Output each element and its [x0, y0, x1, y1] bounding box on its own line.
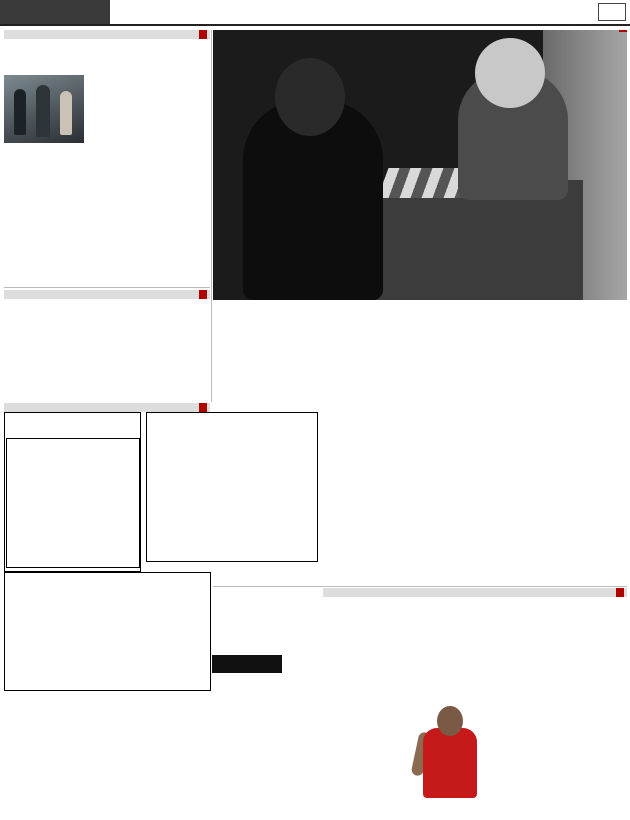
sudoku-title — [5, 415, 140, 437]
crossword-title — [212, 655, 282, 673]
player-head — [437, 706, 463, 736]
face-kicker — [323, 588, 627, 597]
story-divider — [4, 287, 210, 288]
crossword-grid — [4, 572, 211, 691]
story-ezatolahi — [323, 588, 627, 818]
news-kicker — [4, 290, 210, 299]
face-label — [616, 588, 624, 597]
person-figure — [36, 85, 50, 137]
history-label — [619, 30, 627, 32]
column-divider — [211, 30, 212, 402]
masthead — [0, 0, 630, 26]
person-figure — [60, 91, 72, 135]
section-banner — [0, 0, 110, 24]
report-kicker — [4, 30, 210, 39]
person-figure — [14, 89, 26, 135]
djokovic-photo — [4, 75, 84, 143]
story-djokovic — [4, 30, 210, 285]
story-afc-draw — [4, 290, 210, 402]
chess-match-photo — [213, 30, 627, 300]
horizontal-clues-text — [108, 692, 210, 810]
news-label — [199, 290, 207, 299]
sudoku-solution-grid — [146, 412, 318, 562]
story-divider — [213, 586, 627, 587]
player-jersey — [423, 728, 477, 798]
player-left-head — [275, 58, 345, 136]
horizontal-clues — [108, 690, 210, 818]
vertical-clues-text — [4, 692, 104, 810]
report-label — [199, 30, 207, 39]
sudoku-puzzle-grid — [6, 438, 140, 568]
table-kicker — [4, 403, 210, 412]
ezatolahi-photo — [415, 698, 485, 818]
player-right-head — [475, 38, 545, 108]
story-body-continued — [4, 148, 84, 285]
table-label — [199, 403, 207, 412]
story-body — [4, 302, 210, 374]
newspaper-logo — [598, 3, 626, 21]
vertical-clues — [4, 690, 104, 818]
story-body — [88, 75, 210, 285]
